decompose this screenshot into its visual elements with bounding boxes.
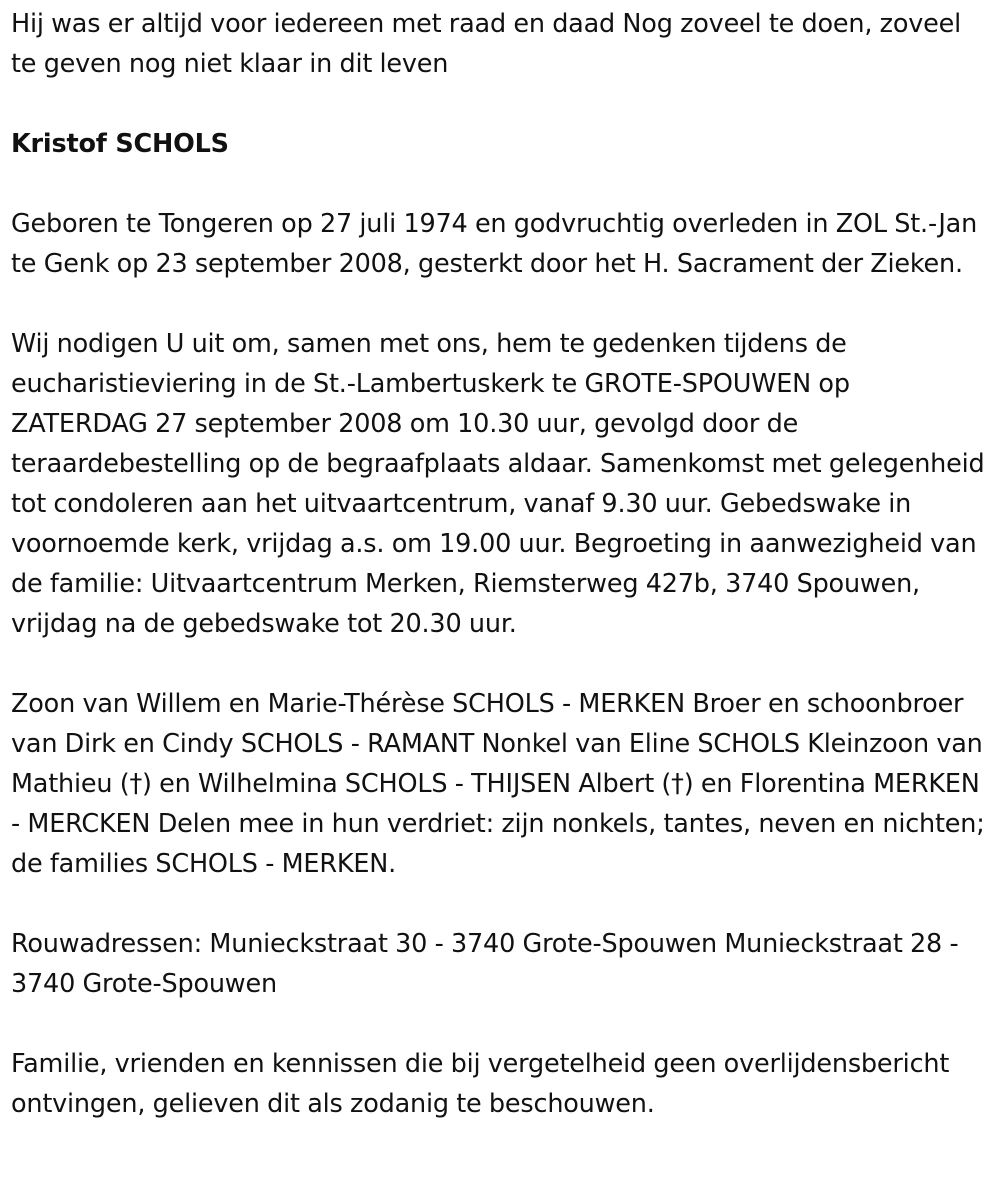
deceased-name: Kristof SCHOLS (11, 129, 229, 159)
birth-death-text: Geboren te Tongeren op 27 juli 1974 en godvruchtig overleden in ZOL St.-Jan te Genk op 23 september 2008, gesterkt door het H. Sacrament der Zieken. (11, 209, 978, 279)
funeral-invitation-text: Wij nodigen U uit om, samen met ons, hem te gedenken tijdens de eucharistieviering in de St.-Lambertuskerk te GROTE-SPOUWEN op ZATERDAG 27 september 2008 om 10.30 uur, gevolgd door de teraardebestelling op de begraafplaats aldaar. Samenkomst met gelegenheid tot condoleren aan het uitvaartcentrum, vanaf 9.30 uur. Gebedswake in voornoemde kerk, vrijdag a.s. om 19.00 uur. Begroeting in aanwezigheid van de familie: Uitvaartcentrum Merken, Riemsterweg 427b, 3740 Spouwen, vrijdag na de gebedswake tot 20.30 uur. (11, 329, 985, 639)
intro-text: Hij was er altijd voor iedereen met raad en daad Nog zoveel te doen, zoveel te geven nog niet klaar in dit leven (11, 9, 962, 79)
family-text: Zoon van Willem en Marie-Thérèse SCHOLS - MERKEN Broer en schoonbroer van Dirk en Cindy SCHOLS - RAMANT Nonkel van Eline SCHOLS Kleinzoon van Mathieu (†) en Wilhelmina SCHOLS - THIJSEN Albert (†) en Florentina MERKEN - MERCKEN Delen mee in hun verdriet: zijn nonkels, tantes, neven en nichten; de families SCHOLS - MERKEN. (11, 689, 985, 879)
mourning-addresses-text: Rouwadressen: Munieckstraat 30 - 3740 Grote-Spouwen Munieckstraat 28 - 3740 Grote-Spouwen (11, 929, 959, 999)
closing-text: Familie, vrienden en kennissen die bij vergetelheid geen overlijdensbericht ontvingen, gelieven dit als zodanig te beschouwen. (11, 1049, 950, 1119)
death-notice (11, 4, 986, 1124)
